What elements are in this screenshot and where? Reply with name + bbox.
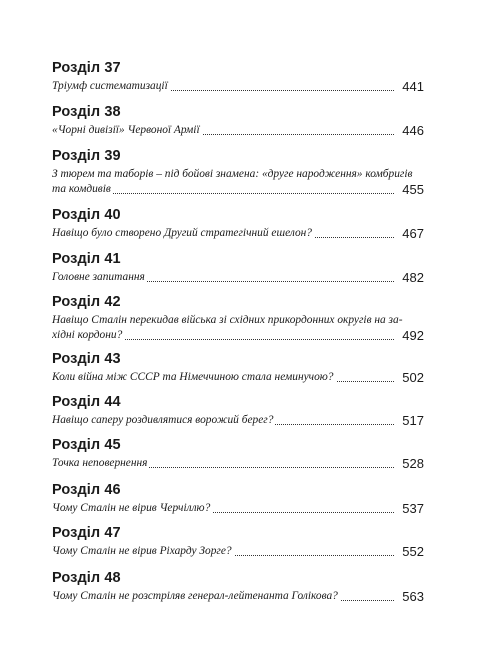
chapter-heading: Розділ 45 (52, 437, 121, 453)
chapter-title-line (52, 413, 424, 428)
chapter-title: Навіщо було створено Другий стратегічний ешелон? (52, 227, 312, 239)
toc-entry-chapter-47 (52, 525, 424, 559)
page-number: 563 (402, 589, 424, 604)
toc-entry-chapter-40 (52, 207, 424, 241)
chapter-heading: Розділ 44 (52, 394, 121, 410)
page-number: 502 (402, 370, 424, 385)
chapter-title: Чому Сталін не вірив Черчіллю? (52, 502, 211, 514)
chapter-title: Точка неповернення (52, 457, 148, 469)
chapter-heading: Розділ 42 (52, 294, 121, 310)
chapter-title-line (52, 370, 424, 385)
chapter-heading: Розділ 48 (52, 570, 121, 586)
chapter-heading: Розділ 43 (52, 351, 121, 367)
page-number: 552 (402, 544, 424, 559)
page-number: 446 (402, 123, 424, 138)
page-number: 482 (402, 270, 424, 285)
chapter-title-line (52, 182, 424, 197)
toc-entry-chapter-39 (52, 148, 424, 197)
toc-entry-chapter-48 (52, 570, 424, 604)
chapter-title: Навіщо саперу роздивлятися ворожий берег? (52, 414, 274, 426)
chapter-heading: Розділ 46 (52, 482, 121, 498)
page-number: 467 (402, 226, 424, 241)
chapter-title-line (52, 226, 424, 241)
chapter-title-line (52, 456, 424, 471)
chapter-title-line (52, 501, 424, 516)
chapter-title-first-line: Навіщо Сталін перекидав війська зі східних прикордонних округів на за- (52, 314, 403, 326)
toc-entry-chapter-42 (52, 294, 424, 343)
page-number: 528 (402, 456, 424, 471)
page-number: 441 (402, 79, 424, 94)
chapter-title-line (52, 79, 424, 94)
chapter-title: Чому Сталін не вірив Ріхарду Зорге? (52, 545, 232, 557)
chapter-title: хідні кордони? (52, 329, 123, 341)
chapter-heading: Розділ 41 (52, 251, 121, 267)
toc-entry-chapter-44 (52, 394, 424, 428)
chapter-title: та комдивів (52, 183, 111, 195)
chapter-title-line (52, 270, 424, 285)
chapter-title: Головне запитання (52, 271, 145, 283)
chapter-heading: Розділ 37 (52, 60, 121, 76)
chapter-title-line (52, 328, 424, 343)
page-number: 537 (402, 501, 424, 516)
toc-entry-chapter-45 (52, 437, 424, 471)
toc-entry-chapter-43 (52, 351, 424, 385)
toc-entry-chapter-38 (52, 104, 424, 138)
chapter-title-line (52, 544, 424, 559)
chapter-title: Коли війна між СССР та Німеччиною стала неминучою? (52, 371, 334, 383)
chapter-title-line (52, 123, 424, 138)
toc-entry-chapter-41 (52, 251, 424, 285)
chapter-title-first-line: З тюрем та таборів – під бойові знамена: «друге народження» комбригів (52, 168, 413, 180)
chapter-title: «Чорні дивізії» Червоної Армії (52, 124, 200, 136)
page-number: 455 (402, 182, 424, 197)
chapter-title: Чому Сталін не розстріляв генерал-лейтенанта Голікова? (52, 590, 338, 602)
toc-entry-chapter-37 (52, 60, 424, 94)
chapter-title: Тріумф систематизації (52, 80, 168, 92)
chapter-heading: Розділ 47 (52, 525, 121, 541)
chapter-title-line (52, 589, 424, 604)
chapter-heading: Розділ 39 (52, 148, 121, 164)
page-number: 517 (402, 413, 424, 428)
chapter-heading: Розділ 40 (52, 207, 121, 223)
chapter-heading: Розділ 38 (52, 104, 121, 120)
toc-entry-chapter-46 (52, 482, 424, 516)
page-number: 492 (402, 328, 424, 343)
